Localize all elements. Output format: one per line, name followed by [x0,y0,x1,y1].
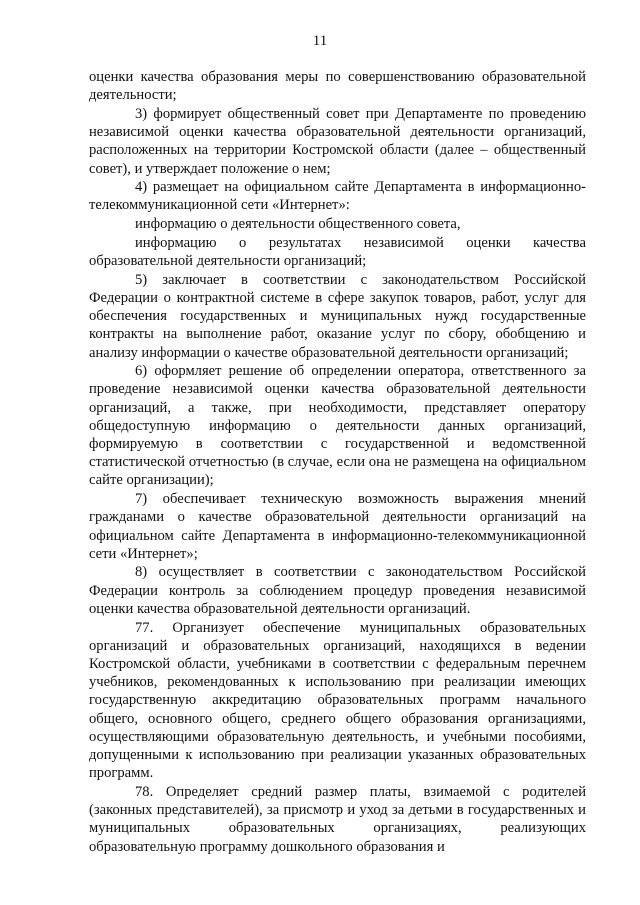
paragraph-item-8: 8) осуществляет в соответствии с законодательством Российской Федерации контроль за соблюдением процедур проведения независимой оценки качества образовательной деятельности организаций. [89,564,586,617]
paragraph-item-7: 7) обеспечивает техническую возможность выражения мнений гражданами о качестве образовательной деятельности организаций на официальном сайте Департамента в информационно-телекоммуникационной сети «Интернет»; [89,491,586,562]
paragraph-item-3: 3) формирует общественный совет при Департаменте по проведению независимой оценки качества образовательной деятельности организаций, расположенных на территории Костромской области (далее – общественный совет), и утверждает положение о нем; [89,105,586,177]
paragraph-77: 77. Организует обеспечение муниципальных образовательных организаций и образовательных организаций, находящихся в ведении Костромской области, учебниками в соответствии с федеральным перечнем учебников, рекомендованных к использованию при реализации имеющих государственную аккредитацию образовательных программ начального общего, основного общего, среднего общего образования организациями, осуществляющими образовательную деятельность, и учебными пособиями, допущенными к использованию при реализации указанных образовательных программ. [89,619,586,782]
paragraph-item-4-sub-1: информацию о деятельности общественного совета, [135,216,461,233]
document-body [89,68,586,856]
paragraph-item-5: 5) заключает в соответствии с законодательством Российской Федерации о контрактной системе в сфере закупок товаров, работ, услуг для обеспечения государственных и муниципальных нужд государственные контракты на выполнение работ, оказание услуг по сбору, обобщению и анализу информации о качестве образовательной деятельности организаций; [89,271,586,361]
paragraph-78: 78. Определяет средний размер платы, взимаемой с родителей (законных представителей), за присмотр и уход за детьми в государственных и муниципальных образовательных организациях, реализующих образовательную программу дошкольного образования и [89,783,586,855]
paragraph-item-4-sub-2: информацию о результатах независимой оценки качества образовательной деятельности организаций; [89,234,586,270]
paragraph-item-4: 4) размещает на официальном сайте Департамента в информационно-телекоммуникационной сети «Интернет»: [89,179,586,214]
paragraph-continuation: оценки качества образования меры по совершенствованию образовательной деятельности; [89,69,586,104]
paragraph-item-6: 6) оформляет решение об определении оператора, ответственного за проведение независимой оценки качества образовательной деятельности организаций, а также, при необходимости, представляет оператору общедоступную информацию о деятельности данных организаций, формируемую в соответствии с государственной и ведомственной статистической отчетностью (в случае, если она не размещена на официальном сайте организации); [89,363,586,489]
page-number: 11 [312,33,328,49]
